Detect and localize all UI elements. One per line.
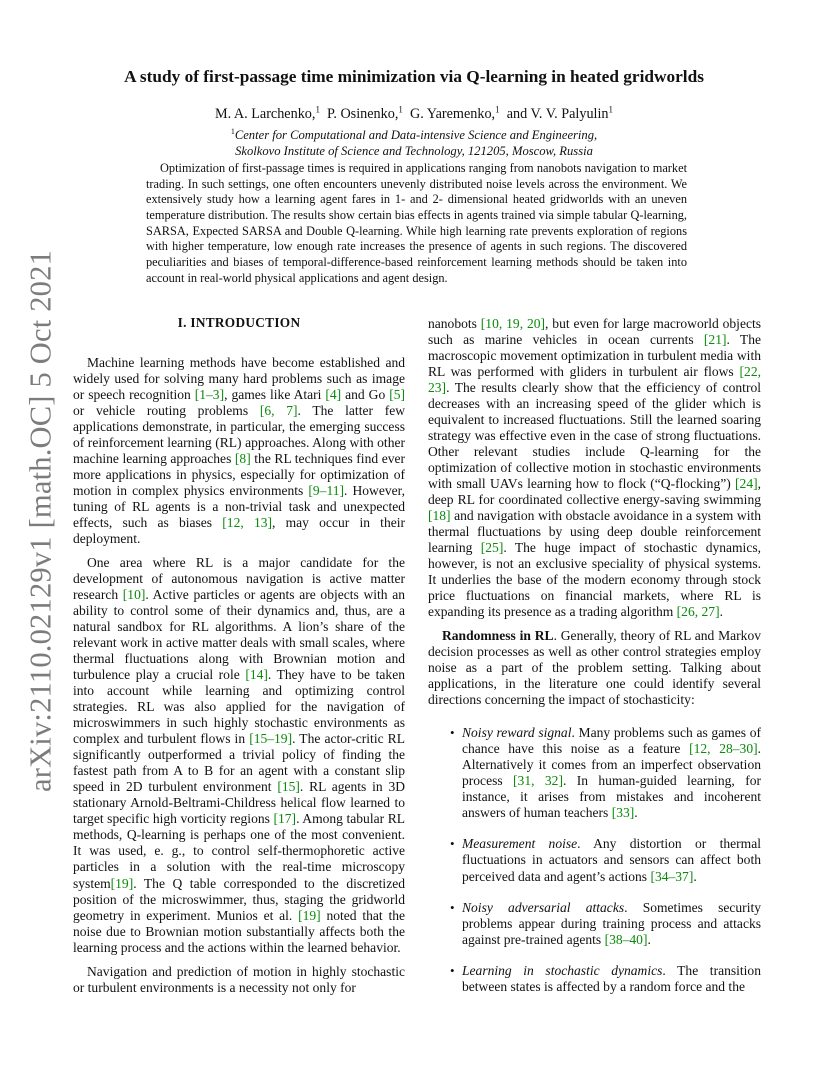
run-in-heading: Randomness in RL: [442, 628, 554, 644]
author: P. Osinenko,$^1$: [327, 104, 403, 122]
paragraph: Machine learning methods have become established and widely used for solving many hard problems such as image or speech recognition [1–3], games like Atari [4] and Go [5] or vehicle routing problems [6, 7]. The latter few applications demonstrate, in particular, the emerging success of reinforcement learning (RL) approaches. Along with other machine learning approaches [8] the RL techniques find ever more applications in physics, especially for optimization of motion in complex physics environments [9–11]. However, tuning of RL agents is a non-trivial task and unexpected effects, such as biases [12, 13], may occur in their deployment.: [73, 355, 406, 547]
stochasticity-list: [428, 725, 761, 994]
citation-link[interactable]: [12,: [689, 741, 711, 757]
abstract: Optimization of first-passage times is required in applications ranging from nanobots navigation to market trading. In such settings, one often encounters unevenly distributed noise levels across the environment. We extensively study how a learning agent fares in 1- and 2- dimensional heated gridworlds with an uneven temperature distribution. The results show certain bias effects in agents trained via simple tabular Q-learning, SARSA, Expected SARSA and Double Q-learning. While high learning rate prevents exploration of regions with higher temperature, low enough rate increases the presence of agents in such regions. The discovered peculiarities and biases of temporal-difference-based reinforcement learning methods should be taken into account in real-world physical applications and agent design.: [146, 161, 687, 285]
citation-link[interactable]: [14]: [245, 667, 268, 683]
citation-link[interactable]: [26,: [676, 604, 699, 620]
paragraph: Navigation and prediction of motion in highly stochastic or turbulent environments is a necessity not only for: [73, 963, 405, 995]
citation-link[interactable]: [22,: [739, 364, 761, 380]
left-column: [73, 312, 405, 1004]
citation-link[interactable]: [4]: [325, 387, 342, 403]
citation-link[interactable]: [15]: [277, 779, 300, 795]
citation-link[interactable]: [38–40]: [604, 931, 648, 947]
citation-link[interactable]: [33]: [611, 805, 635, 821]
citation-link[interactable]: [5]: [389, 387, 405, 403]
list-item: • Noisy adversarial attacks. Sometimes security problems appear during training process and attacks against pre-trained agents [38–40].: [428, 900, 761, 948]
citation-link[interactable]: 23]: [428, 380, 447, 396]
citation-link[interactable]: [15–19]: [249, 731, 293, 747]
citation-link[interactable]: [19]: [298, 907, 321, 923]
section-heading: I. INTRODUCTION: [177, 315, 301, 330]
citation-link[interactable]: [10,: [480, 316, 503, 331]
citation-link[interactable]: [34–37]: [650, 868, 694, 884]
paragraph: Randomness in RL. Generally, theory of RL and Markov decision processes as well as other control strategies employ noise as a part of the problem setting. Talking about applications, in the literature one could identify several directions concerning the impact of stochasticity:: [428, 628, 761, 708]
paragraph: nanobots [10, 19, 20], but even for large macroworld objects such as marine vehicles in ocean currents [21]. The macroscopic movement optimization in turbulent media with RL was performed with gliders in turbulent air flows [22, 23]. The results clearly show that the efficiency of control decreases with an increasing speed of the glider which is equivalent to increased fluctuations. Still the learned soaring strategy was effective even in the case of strong fluctuations. Other relevant studies include Q-learning for the optimization of collective motion in stochastic environments with small UAVs learning how to flock (“Q-flocking”) [24], deep RL for coordinated collective energy-saving swimming [18] and navigation with obstacle avoidance in a system with thermal fluctuations by using deep double reinforcement learning [25]. The huge impact of stochastic dynamics, however, is not an exclusive speciality of physical systems. It underlies the base of the modern economy through stock price fluctuations on financial markets, where RL is expanding its presence as a trading algorithm [26, 27].: [428, 316, 762, 620]
citation-link[interactable]: [12,: [222, 515, 244, 531]
citation-link[interactable]: 28–30]: [719, 741, 758, 757]
citation-link[interactable]: [19]: [110, 875, 134, 891]
list-item: • Learning in stochastic dynamics. The transition between states is affected by a random force and the: [428, 963, 761, 995]
citation-link[interactable]: [8]: [234, 451, 251, 467]
citation-link[interactable]: 27]: [701, 604, 720, 620]
paragraph: One area where RL is a major candidate for the development of autonomous navigation is active matter research [10]. Active particles or agents are objects with an ability to control some of their dynamics and, thus, are a natural sandbox for RL algorithms. A lion’s share of the relevant work in active matter deals with small scales, where thermal fluctuations along with Brownian motion and turbulence play a crucial role [14]. They have to be taken into account while learning and optimizing control strategies. RL was also applied for the navigation of microswimmers in such highly stochastic environments as complex and turbulent flows in [15–19]. The actor-critic RL significantly outperformed a trivial policy of finding the fastest path from A to B for an agent with a constant slip speed in 2D turbulent environment [15]. RL agents in 3D stationary Arnold-Beltrami-Childress helical flow learned to target specific high vorticity regions [17]. Among tabular RL methods, Q-learning is perhaps one of the most convenient. It was used, e. g., to control self-thermophoretic active particles in a solution with the real-time microscopy system[19]. The Q table corresponded to the discretized position of the microswimmer, thus, staging the gridworld geometry in experiment. Munios et al. [19] noted that the noise due to Brownian motion substantially affects both the learning process and the actions within the learned behavior.: [73, 555, 406, 955]
citation-link[interactable]: [1–3]: [194, 387, 225, 403]
paper-title: A study of first-passage time minimization via Q-learning in heated gridworlds: [124, 67, 704, 86]
affiliation: $^1$Center for Computational and Data-intensive Science and Engineering, Skolkovo Institute of Science and Technology, 121205, Moscow, Russia: [230, 127, 598, 158]
citation-link[interactable]: 7]: [286, 403, 298, 419]
citation-link[interactable]: 20]: [526, 316, 546, 331]
citation-link[interactable]: 32]: [544, 773, 563, 789]
author: and V. V. Palyulin$^1$: [506, 104, 614, 122]
citation-link[interactable]: [24]: [735, 476, 758, 492]
author-list: [0, 104, 828, 123]
citation-link[interactable]: 13]: [253, 515, 273, 531]
citation-link[interactable]: [31,: [513, 773, 535, 789]
list-item: • Noisy reward signal. Many problems such as games of chance have this noise as a feature [12, 28–30]. Alternatively it comes from an imperfect observation process [31, 32]. In human-guided learning, for instance, it arises from mistakes and incoherent answers of human teachers [33].: [428, 725, 761, 821]
citation-link[interactable]: [18]: [428, 508, 451, 524]
citation-link[interactable]: [6,: [259, 403, 275, 419]
right-column: [428, 316, 761, 1010]
list-item: • Measurement noise. Any distortion or thermal fluctuations in actuators and sensors can affect both perceived data and agent’s actions [34–37].: [428, 836, 761, 884]
citation-link[interactable]: 19,: [506, 316, 524, 331]
citation-link[interactable]: [21]: [703, 332, 727, 348]
author: G. Yaremenko,$^1$: [409, 104, 500, 122]
citation-link[interactable]: [9–11]: [308, 483, 345, 499]
citation-link[interactable]: [17]: [273, 811, 297, 827]
citation-link[interactable]: [25]: [480, 540, 504, 556]
author: M. A. Larchenko,$^1$: [214, 104, 320, 122]
citation-link[interactable]: [10]: [122, 587, 146, 603]
arxiv-identifier: arXiv:2110.02129v1 [math.OC] 5 Oct 2021: [23, 249, 58, 793]
arxiv-sidebar-stamp: [18, 249, 64, 793]
